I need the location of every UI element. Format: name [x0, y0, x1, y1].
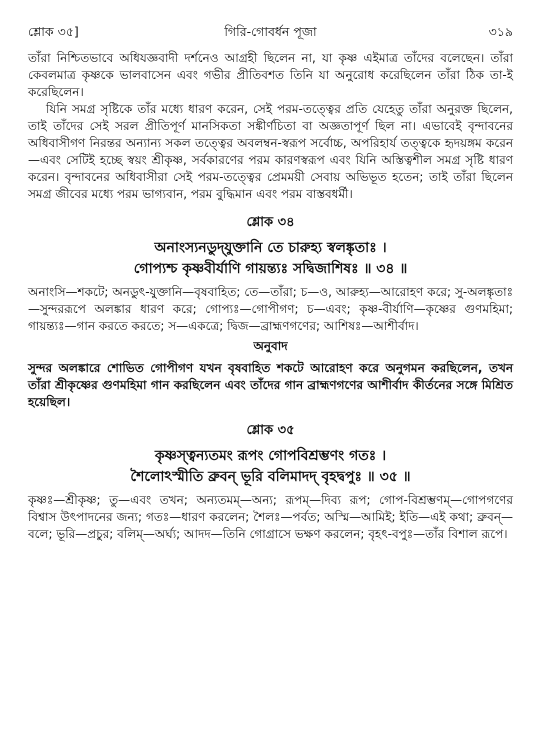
verse-35-line-1: কৃষ্ণস্ত্বন্যতমং রূপং গোপবিশ্রম্ভণং গতঃ । [154, 448, 387, 464]
verse-34-section [28, 213, 513, 411]
verse-34-line-2: গোপ্যশ্চ কৃষ্ণবীর্যাণি গায়ন্ত্যঃ সদ্বিজাশিষঃ ॥ ৩৪ ॥ [133, 261, 408, 277]
purport [28, 50, 513, 203]
verse-34-translation-label: অনুবাদ [253, 339, 288, 353]
purport-paragraph-1: তাঁরা নিশ্চিতভাবে অধিযজ্ঞবাদী দর্শনেও আগ্রহী ছিলেন না, যা কৃষ্ণ এইমাত্র তাঁদের বলেছেন। তাঁরা কেবলমাত্র কৃষ্ণকে ভালবাসেন এবং গভীর প্রীতিবশত তিনি যা অনুরোধ করেছিলেন তাঁরা ঠিক তা-ই করেছিলেন। [28, 51, 513, 99]
header-verse-ref: শ্লোক ৩৫] [28, 24, 79, 39]
verse-34-line-1: অনাংস্যনডুদ্‌যুক্তানি তে চারুহ্য স্বলঙ্কৃতাঃ । [154, 240, 387, 256]
verse-35-synonyms: কৃষ্ণঃ—শ্রীকৃষ্ণ; তু—এবং তখন; অন্যতমম্—অন্য; রূপম্—দিব্য রূপ; গোপ-বিশ্রম্ভণম্—গোপগণের বিশ্বাস উৎপাদনের জন্য; গতঃ—ধারণ করলেন; শৈলঃ—পর্বত; অস্মি—আমিই; ইতি—এই কথা; ব্রুবন্—বলে; ভূরি—প্রচুর; বলিম্—অর্ঘ্য; আদদ—তিনি গোগ্রাসে ভক্ষণ করলেন; বৃহৎ-বপুঃ—তাঁর বিশাল রূপে। [28, 493, 513, 541]
verse-35-section [28, 421, 513, 543]
page-number: ৩১৯ [488, 24, 513, 39]
verse-35-line-2: শৈলোঽস্মীতি ব্রুবন্ ভূরি বলিমাদদ্ বৃহদ্বপুঃ ॥ ৩৫ ॥ [130, 469, 411, 485]
verse-35-heading: শ্লোক ৩৫ [246, 423, 295, 438]
verse-34-synonyms: অনাংসি—শকটে; অনডুৎ-যুক্তানি—বৃষবাহিত; তে—তাঁরা; চ—ও, আরুহ্য—আরোহণ করে; সু-অলঙ্কৃতাঃ—সুন্দররূপে অলঙ্কার ধারণ করে; গোপ্যঃ—গোপীগণ; চ—এবং; কৃষ্ণ-বীর্যাণি—কৃষ্ণের গুণমহিমা; গায়ন্ত্যঃ—গান করতে করতে; স—একত্রে; দ্বিজ—ব্রাহ্মণগণের; আশিষঃ—আশীর্বাদ। [28, 285, 513, 333]
verse-34-heading: শ্লোক ৩৪ [246, 215, 295, 230]
header-chapter-title: গিরি-গোবর্ধন পূজা [224, 24, 317, 39]
purport-paragraph-2: যিনি সমগ্র সৃষ্টিকে তাঁর মধ্যে ধারণ করেন, সেই পরম-তত্ত্বের প্রতি যেহেতু তাঁরা অনুরক্ত ছিলেন, তাই তাঁদের সেই সরল প্রীতিপূর্ণ মানসিকতা সঙ্কীর্ণচিতা বা অজ্ঞতাপূর্ণ ছিল না। এভাবেই বৃন্দাবনের অধিবাসীগণ নিরন্তর অন্যান্য সকল তত্ত্বের অবলম্বন-স্বরূপ সর্বোচ্চ, অপরিহার্য তত্ত্বকে হৃদয়ঙ্গম করেন—এবং সেটিই হচ্ছে স্বয়ং শ্রীকৃষ্ণ, সর্বকারণের পরম কারণস্বরূপ এবং যিনি অস্তিত্বশীল সমগ্র সৃষ্টি ধারণ করেন। বৃন্দাবনের অধিবাসীরা সেই পরম-তত্ত্বের প্রেমময়ী সেবায় অভিভূত হতেন; তাই তাঁরা ছিলেন সমগ্র জীবের মধ্যে পরম ভাগ্যবান, পরম বুদ্ধিমান এবং পরম বাস্তবধর্মী। [28, 102, 513, 201]
page-header [28, 24, 513, 44]
verse-34-translation: সুন্দর অলঙ্কারে শোভিত গোপীগণ যখন বৃষবাহিত শকটে আরোহণ করে অনুগমন করছিলেন, তখন তাঁরা শ্রীকৃষ্ণের গুণমহিমা গান করছিলেন এবং তাঁদের গান ব্রাহ্মণগণের আশীর্বাদ কীর্তনের সঙ্গে মিশ্রিত হয়েছিল। [28, 361, 513, 409]
